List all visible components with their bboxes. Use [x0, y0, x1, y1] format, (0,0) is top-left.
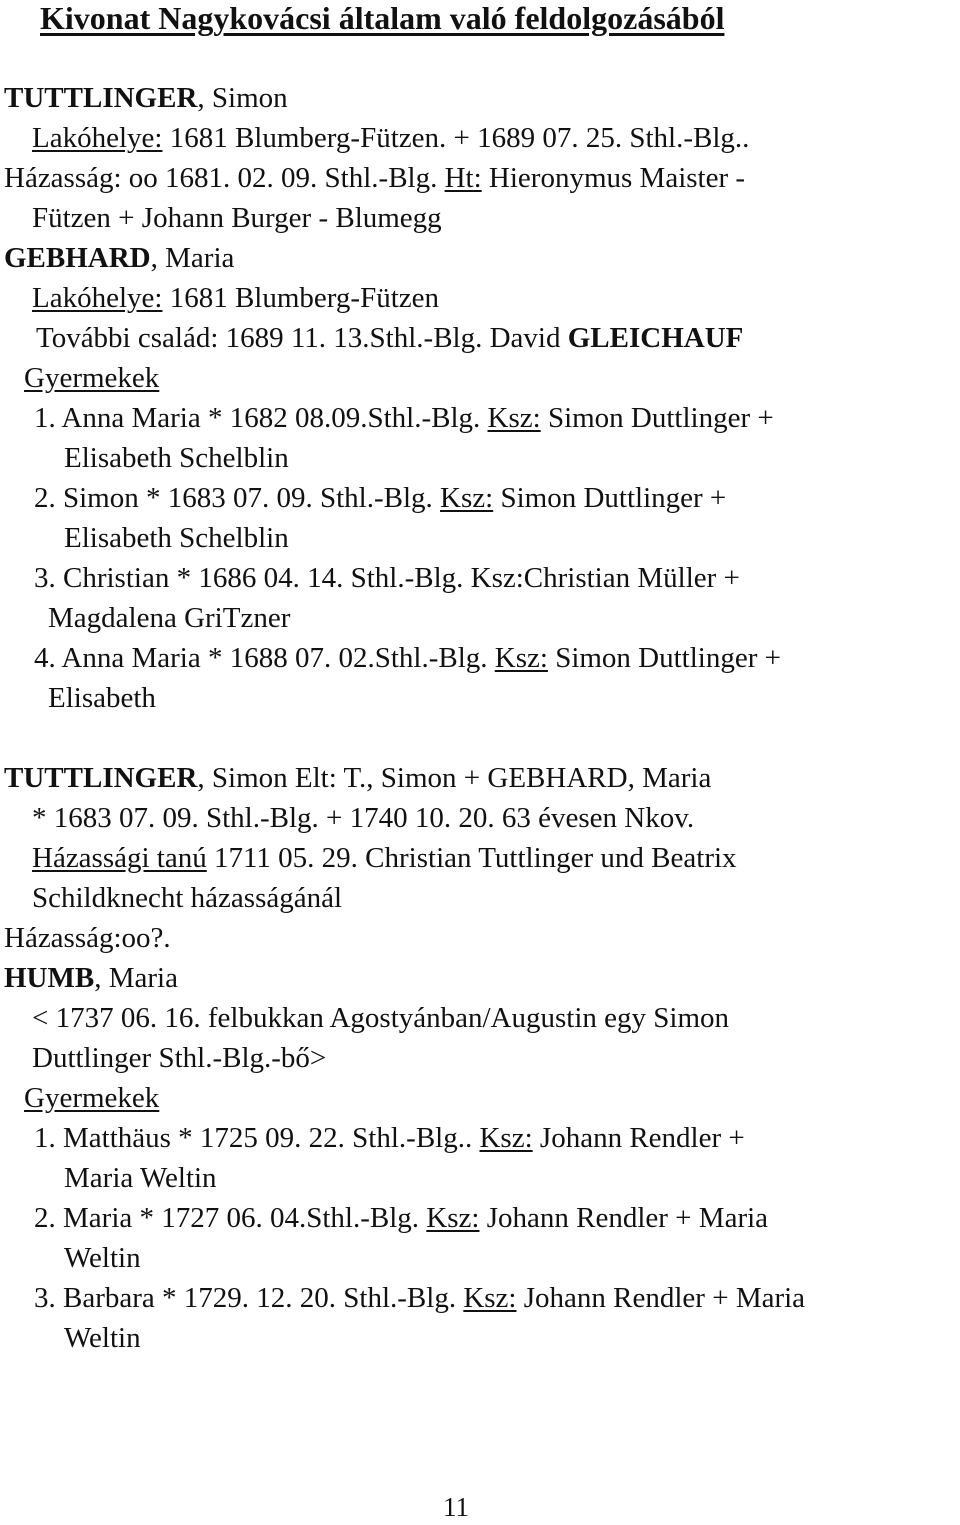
page-title: Kivonat Nagykovácsi általam való feldolgozásából: [40, 0, 725, 36]
list-item-cont: Elisabeth: [48, 682, 156, 714]
list-item: [34, 1120, 745, 1156]
entry1-name-line: [4, 80, 288, 116]
entry1-spouse-surname: GEBHARD: [4, 242, 151, 274]
entry2-spouse-surname: HUMB: [4, 962, 95, 994]
ksz-label: Ksz:: [487, 402, 541, 434]
page-number: 11: [443, 1492, 469, 1522]
entry1-surname: TUTTLINGER: [4, 82, 198, 114]
entry1-spouse-given: , Maria: [150, 242, 235, 274]
entry1-children-label: Gyermekek: [24, 362, 160, 394]
entry1-residence-label: Lakóhelye:: [32, 122, 163, 154]
entry1-spouse-residence-line: [32, 280, 439, 316]
list-item-cont: Weltin: [64, 1322, 141, 1354]
entry1-witness-text-1: Hieronymus Maister -: [481, 162, 746, 194]
entry2-spouse-line: [4, 960, 178, 996]
child-text: 3. Barbara * 1729. 12. 20. Sthl.-Blg.: [34, 1282, 464, 1314]
list-item: [34, 1280, 805, 1316]
ksz-label: Ksz:: [463, 1282, 517, 1314]
entry1-marriage-line: [4, 160, 745, 196]
entry2-witness-label: Házassági tanú: [32, 842, 207, 874]
entry2-witness-line: [32, 840, 737, 876]
entry2-given: , Simon Elt: T., Simon + GEBHARD, Maria: [197, 762, 712, 794]
child-text-suffix: Johann Rendler + Maria: [516, 1282, 806, 1314]
entry1-spouse-line: [4, 240, 234, 276]
entry2-note-1: < 1737 06. 16. felbukkan Agostyánban/Augustin egy Simon: [32, 1002, 730, 1034]
entry2-witness-text: 1711 05. 29. Christian Tuttlinger und Beatrix: [206, 842, 737, 874]
child-text: 2. Maria * 1727 06. 04.Sthl.-Blg.: [34, 1202, 427, 1234]
child-text: 1. Matthäus * 1725 09. 22. Sthl.-Blg..: [34, 1122, 480, 1154]
entry1-marriage-text: Házasság: oo 1681. 02. 09. Sthl.-Blg.: [4, 162, 445, 194]
list-item: [34, 640, 781, 676]
entry2-spouse-given: , Maria: [94, 962, 178, 994]
entry1-residence-text: 1681 Blumberg-Fützen. + 1689 07. 25. Sthl.-Blg..: [162, 122, 750, 154]
list-item-cont: Magdalena GriTzner: [48, 602, 291, 634]
entry2-note-2: Duttlinger Sthl.-Blg.-bő>: [32, 1042, 327, 1074]
entry1-further-family-line: [36, 320, 743, 356]
list-item: [34, 400, 774, 436]
entry1-further-family-name: GLEICHAUF: [567, 322, 744, 354]
list-item-cont: Elisabeth Schelblin: [64, 442, 289, 474]
entry1-further-family-text: További család: 1689 11. 13.Sthl.-Blg. David: [36, 322, 568, 354]
list-item-cont: Weltin: [64, 1242, 141, 1274]
entry2-children-label: Gyermekek: [24, 1082, 160, 1114]
entry1-residence-line: [32, 120, 749, 156]
list-item: [34, 480, 726, 516]
entry2-marriage-line: Házasság:oo?.: [4, 922, 171, 954]
list-item: [34, 560, 740, 596]
list-item: [34, 1200, 768, 1236]
entry2-name-line: [4, 760, 711, 796]
entry2-surname: TUTTLINGER: [4, 762, 198, 794]
list-item-cont: Maria Weltin: [64, 1162, 217, 1194]
entry1-spouse-residence-text: 1681 Blumberg-Fützen: [162, 282, 440, 314]
child-text: 3. Christian * 1686 04. 14. Sthl.-Blg. Ksz:Christian Müller +: [34, 562, 740, 594]
child-text-suffix: Simon Duttlinger +: [547, 642, 781, 674]
child-text-suffix: Johann Rendler +: [532, 1122, 745, 1154]
child-text: 1. Anna Maria * 1682 08.09.Sthl.-Blg.: [34, 402, 488, 434]
entry2-birth-line: * 1683 07. 09. Sthl.-Blg. + 1740 10. 20. 63 évesen Nkov.: [32, 802, 695, 834]
ksz-label: Ksz:: [440, 482, 494, 514]
child-text-suffix: Simon Duttlinger +: [540, 402, 774, 434]
ksz-label: Ksz:: [426, 1202, 480, 1234]
list-item-cont: Elisabeth Schelblin: [64, 522, 289, 554]
child-text-suffix: Johann Rendler + Maria: [479, 1202, 769, 1234]
entry1-spouse-residence-label: Lakóhelye:: [32, 282, 163, 314]
child-text-suffix: Simon Duttlinger +: [493, 482, 727, 514]
entry1-witness-cont: Fützen + Johann Burger - Blumegg: [32, 202, 442, 234]
child-text: 2. Simon * 1683 07. 09. Sthl.-Blg.: [34, 482, 441, 514]
child-text: 4. Anna Maria * 1688 07. 02.Sthl.-Blg.: [34, 642, 495, 674]
ksz-label: Ksz:: [494, 642, 548, 674]
entry1-given: , Simon: [197, 82, 288, 114]
entry1-witness-label: Ht:: [444, 162, 482, 194]
ksz-label: Ksz:: [479, 1122, 533, 1154]
entry2-witness-cont: Schildknecht házasságánál: [32, 882, 343, 914]
